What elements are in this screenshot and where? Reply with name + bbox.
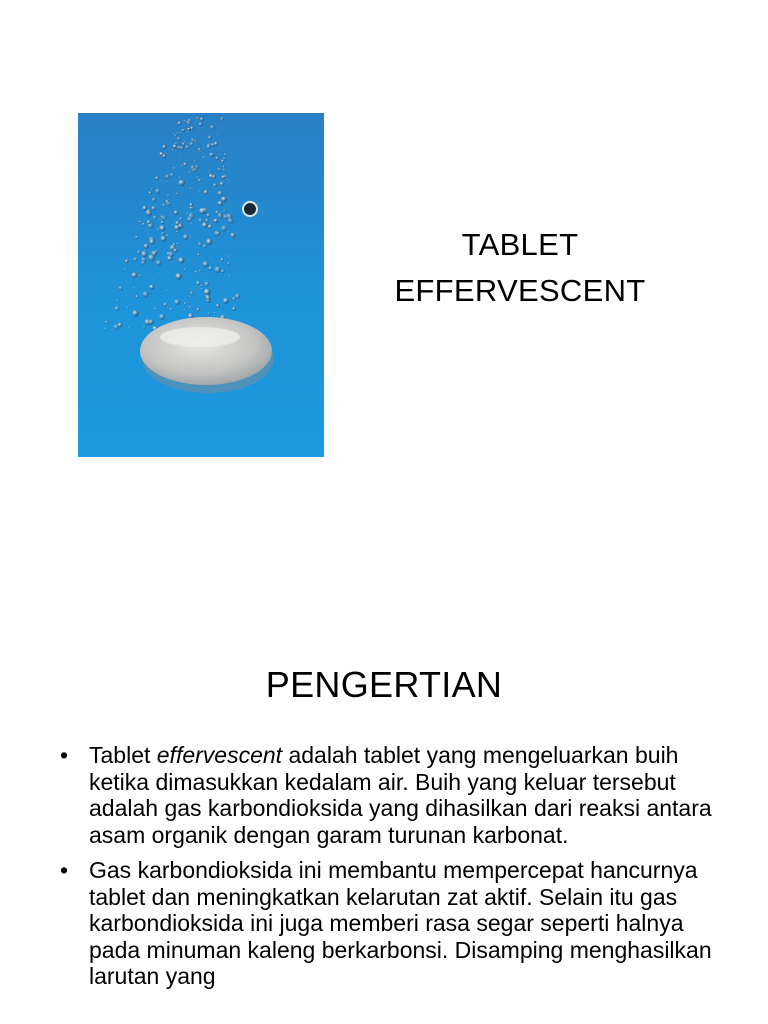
bubble [189,142,194,147]
bubble [202,244,207,249]
bubble [161,232,164,235]
bubble [174,225,180,231]
bubble [158,273,160,275]
bubble [224,153,227,156]
bubble [144,244,149,249]
bubble [104,328,106,330]
bubble [182,142,185,145]
bubble [117,300,119,302]
bubble [214,312,216,314]
bubble [197,176,199,178]
bubble [198,242,202,246]
bubble [135,236,138,239]
bubble [191,165,196,170]
bubble [132,272,138,278]
effervescent-tablet-image [78,113,324,457]
bubble [144,250,146,252]
bubble [224,175,227,178]
bubble [221,196,227,202]
bubble [183,234,189,240]
bubble [177,137,181,141]
bubble [147,220,151,224]
bubble [124,268,126,270]
bubble [189,296,191,298]
bubble [162,203,166,207]
bubble [184,309,186,311]
bubble [187,217,192,222]
bubble [174,299,180,305]
bubble [156,260,162,266]
bubble [232,297,236,301]
bubble [208,266,212,270]
bubble [178,121,182,125]
bubble [148,254,155,261]
bubble [161,236,167,242]
bubble [182,129,185,132]
bubble [142,223,145,226]
bubble [176,132,178,134]
bubble [180,157,182,159]
bubble [125,259,129,263]
bubble [132,310,138,316]
bubble [194,160,197,163]
bubble [208,136,212,140]
bubble [133,287,135,289]
bubble [179,217,183,221]
bubble [184,302,187,305]
bubble [190,222,192,224]
bubble [199,191,201,193]
bubble [173,133,175,135]
bubble [118,323,122,327]
bubble [228,255,230,257]
bubble [200,117,204,121]
bubble [178,257,184,263]
bubble [190,170,192,172]
bubble [199,150,201,152]
bubble [221,225,228,232]
bubble [174,210,178,214]
bubble [152,198,156,202]
bubble [166,290,168,292]
bubble [218,191,223,196]
bubble [222,166,225,169]
bubble [232,307,236,311]
bubble [218,213,222,217]
bubble [128,326,130,328]
bubble [189,203,193,207]
bubble [159,314,165,320]
bubble [209,170,211,172]
bubble [162,145,166,149]
bubble [195,271,198,274]
bubble [151,206,156,211]
bubble [214,142,218,146]
bubble [227,218,233,224]
bullet-list [58,742,718,999]
bubble [228,181,230,183]
bubble [127,306,129,308]
bubble [142,206,147,211]
bubble [173,167,176,170]
slide-heading: PENGERTIAN [265,664,503,705]
bubble [166,234,168,236]
bubble [216,304,220,308]
bubble [199,218,203,222]
bubble [218,201,223,206]
bubble [181,165,183,167]
bubble [168,251,174,257]
bubble [198,179,201,182]
bubble [199,270,201,272]
bubble [176,230,178,232]
bubble [230,233,235,238]
slide-pengertian [0,612,768,1024]
bubble [170,248,172,250]
bullet-icon: • [60,857,69,883]
bullet-1-lead: Tablet [89,742,157,768]
bubble [155,176,159,180]
bubble [200,288,202,290]
bubble [175,273,182,280]
bubble [220,117,224,121]
bubble [176,243,178,245]
bubble [203,156,205,158]
bullet-1-emphasis: effervescent [156,742,283,768]
bubble [216,157,219,160]
bubble [207,213,210,216]
bubble [204,190,209,195]
bubble [105,321,108,324]
bubble [175,221,179,225]
bubble [187,212,189,214]
bubble [176,193,178,195]
bubble [159,152,163,156]
bubble [159,225,165,231]
bubble [214,218,219,223]
bubble [220,181,225,186]
bubble [133,257,137,261]
bubble [154,308,157,311]
bubble [151,188,153,190]
bubble [197,254,200,257]
bubble [190,206,193,209]
bubble [202,207,208,213]
effervescent-tablet-photo [78,113,324,457]
bubble [173,144,177,148]
bubble [223,209,225,211]
bubble [185,145,189,149]
bubble [170,308,173,311]
bubble [164,303,168,307]
bubble [200,284,203,287]
bubble [191,138,195,142]
bubble [190,188,192,190]
bubble [202,222,208,228]
bubble [214,266,221,273]
bullet-icon: • [60,742,69,768]
bubble [139,250,141,252]
bubble [166,201,171,206]
bubble [183,162,187,166]
bubble [217,232,220,235]
bubble [167,194,170,197]
bubble [212,175,216,179]
bubble [172,149,174,151]
bubble [207,145,210,148]
bubble [149,319,154,324]
bullet-1-rest: adalah tablet yang mengeluarkan buih ketika dimasukkan kedalam air. Buih yang keluar tersebut adalah gas karbondioksida yang dihasilkan dari reaksi antara asam organik dengan garam turunan karbonat. [89,742,712,848]
bubble [223,169,225,171]
bubble [141,257,146,262]
bubble [203,261,209,267]
bubble [179,180,185,186]
bullet-2-text: Gas karbondioksida ini membantu mempercepat hancurnya tablet dan meningkatkan kelarutan zat aktif. Selain itu gas karbondioksida ini juga memberi rasa segar seperti halnya pada minuman kaleng berkarbonsi. Disamping menghasilkan larutan yang [89,857,712,989]
bubble [187,131,189,133]
bubble [119,286,123,290]
bubble [223,214,228,219]
bubble [153,215,157,219]
bubble [188,121,190,123]
bubble [189,306,191,308]
bubble [229,275,231,277]
bubble [167,181,169,183]
bubble [199,122,203,126]
bubble [190,237,192,239]
bubble [143,326,145,328]
bubble [217,134,219,136]
slide-title-text [370,222,670,314]
title-line-1: TABLET [461,227,579,262]
bubble [204,281,209,286]
bubble [209,153,213,157]
bubble [150,239,155,244]
bubble [223,157,225,159]
bubble [183,268,185,270]
bubble [221,258,224,261]
bubble [223,298,229,304]
bubble [221,160,224,163]
bubble [227,262,230,265]
bubble [161,215,164,218]
bullet-item-2 [58,857,718,990]
bubble [210,125,215,130]
bubble [204,289,210,295]
title-line-2: EFFERVESCENT [394,273,646,308]
bubble [115,306,120,311]
bubble [208,312,210,314]
bubble [196,281,200,285]
bubble [191,213,193,215]
bubble [196,117,199,120]
bubble [170,173,174,177]
bullet-item-1 [58,742,718,848]
bubble [178,146,182,150]
bubble [135,295,138,298]
bubble [190,291,194,295]
bubble [149,191,152,194]
bubble [173,248,177,252]
bubble [213,183,217,187]
bubble [218,168,221,171]
bubble [227,231,229,233]
bubble [139,275,141,277]
bubble [157,229,159,231]
bubble [221,270,224,273]
bubble [206,239,212,245]
bubble [206,295,211,300]
bubble [165,174,169,178]
bubble [149,285,154,290]
bubble [139,221,141,223]
bubble [161,220,165,224]
bubble [208,224,213,229]
bubble [155,189,160,194]
bubble [180,132,182,134]
bubble [179,176,182,179]
bubble [161,180,163,182]
bubble [187,128,190,131]
bubble [206,219,209,222]
bubble [148,209,150,211]
bubble [143,291,149,297]
bubble [184,120,186,122]
bubble [196,308,199,311]
